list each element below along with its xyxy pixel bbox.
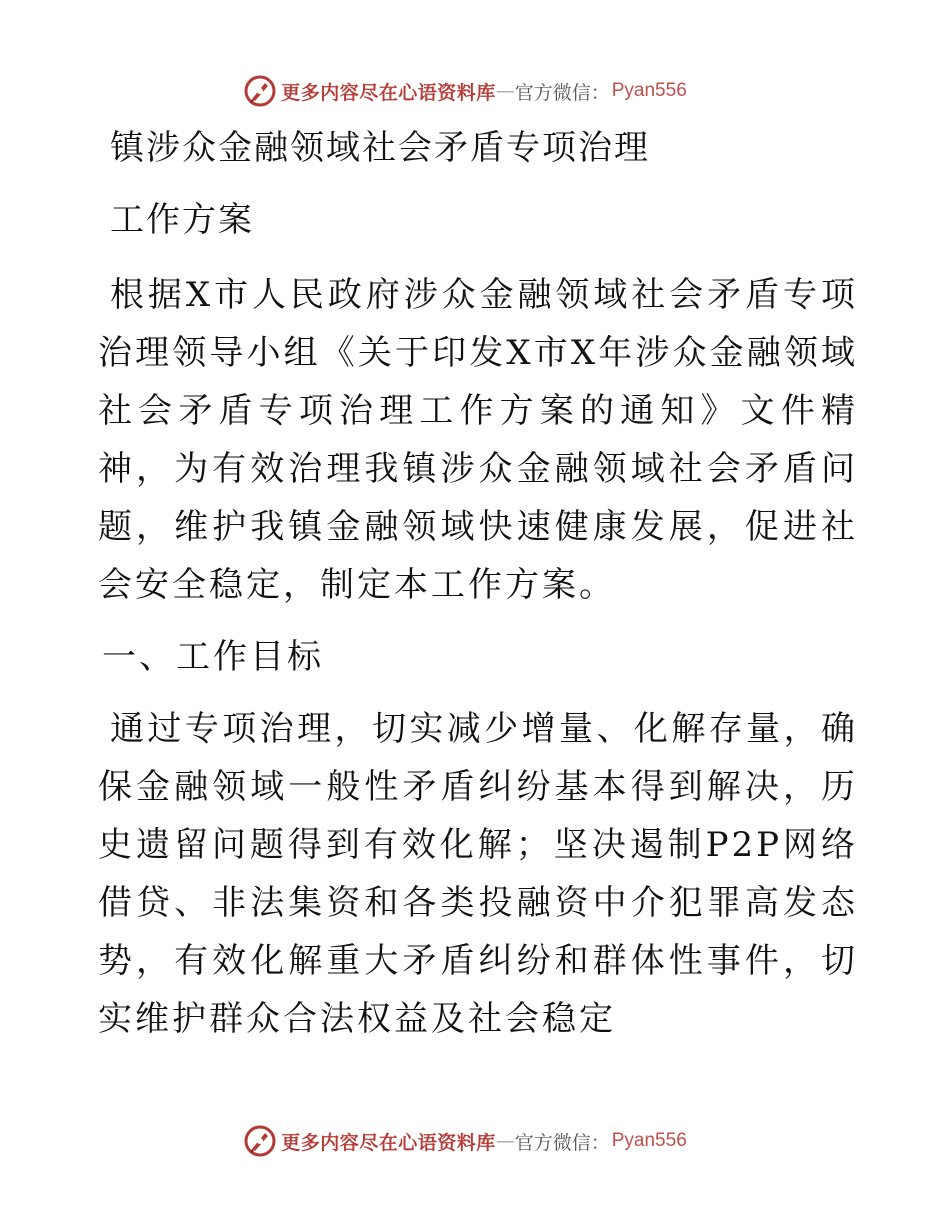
intro-paragraph: 根据X市人民政府涉众金融领域社会矛盾专项治理领导小组《关于印发X市X年涉众金融领域社会矛盾专项治理工作方案的通知》文件精神，为有效治理我镇涉众金融领域社会矛盾问题，维护我镇金融领域快速健康发展，促进社会安全稳定，制定本工作方案。 [98, 275, 858, 605]
watermark-separator: — [495, 1130, 515, 1152]
section-heading-goals: 一、工作目标 [102, 637, 324, 677]
watermark-separator: — [495, 80, 515, 102]
goals-paragraph: 通过专项治理，切实减少增量、化解存量，确保金融领域一般性矛盾纠纷基本得到解决，历史遗留问题得到有效化解；坚决遏制P2P网络借贷、非法集资和各类投融资中介犯罪高发态势，有效化解重大矛盾纠纷和群体性事件，切实维护群众合法权益及社会稳定 [98, 709, 858, 1039]
watermark-wechat-label: 官方微信： [514, 81, 610, 104]
watermark-lead-text: 更多内容尽在心语资料库 [281, 81, 496, 104]
quill-logo-icon [243, 74, 277, 108]
watermark-wechat-label: 官方微信： [514, 1131, 610, 1154]
watermark-wechat-id: Pyan556 [611, 80, 687, 101]
quill-logo-icon [243, 1124, 277, 1158]
document-body [98, 122, 858, 1048]
document-subtitle: 工作方案 [110, 200, 254, 240]
watermark-lead-text: 更多内容尽在心语资料库 [281, 1131, 496, 1154]
document-title: 镇涉众金融领域社会矛盾专项治理 [110, 128, 650, 168]
watermark-wechat-id: Pyan556 [611, 1130, 687, 1151]
footer-watermark [0, 1121, 950, 1161]
header-watermark [0, 71, 950, 111]
